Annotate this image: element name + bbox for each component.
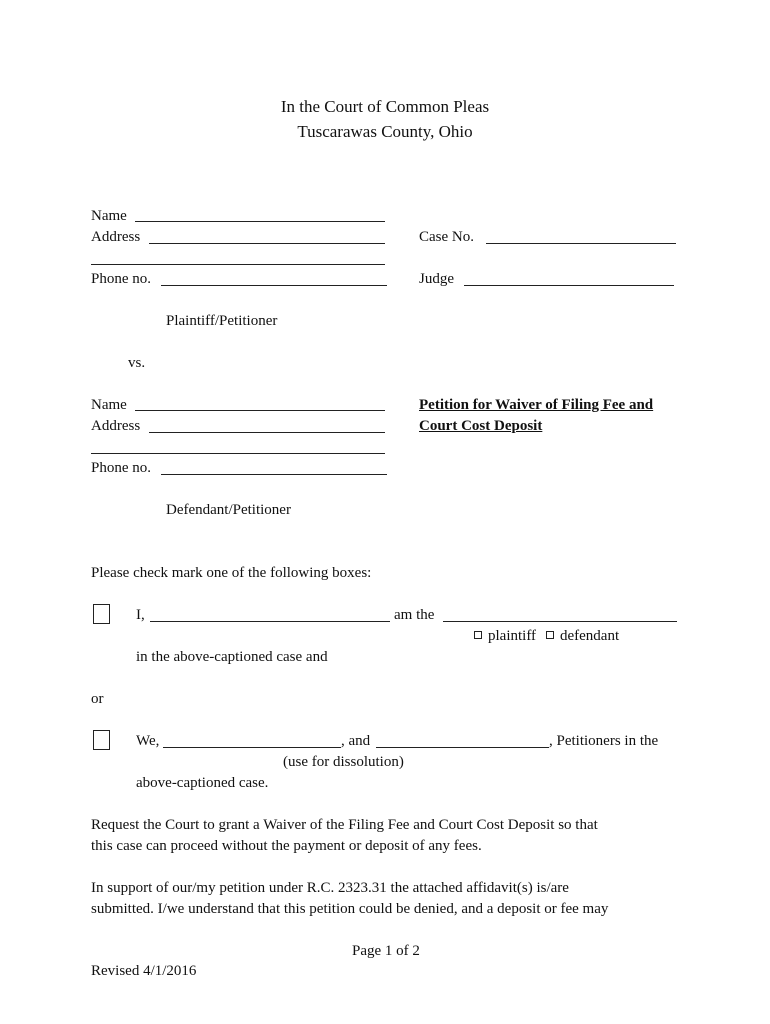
support-paragraph-line1: In support of our/my petition under R.C. 2323.31 the attached affidavit(s) is/are (91, 880, 569, 896)
defendant-role-label: Defendant/Petitioner (166, 502, 291, 518)
case-no-label: Case No. (419, 229, 474, 245)
plaintiff-name-label: Name (91, 208, 127, 224)
revised-date: Revised 4/1/2016 (91, 963, 197, 979)
option2-and-label: , and (341, 733, 371, 749)
versus-label: vs. (128, 355, 146, 371)
plaintiff-address-label: Address (91, 229, 141, 245)
option2-petitioners-label: , Petitioners in the (549, 733, 659, 749)
defendant-choice-label: defendant (560, 628, 620, 644)
option1-checkbox[interactable] (93, 604, 110, 624)
defendant-address-line2-field[interactable] (91, 453, 385, 454)
court-title: In the Court of Common Pleas (280, 97, 490, 116)
county-title: Tuscarawas County, Ohio (297, 122, 473, 141)
option2-checkbox[interactable] (93, 730, 110, 750)
judge-label: Judge (419, 271, 454, 287)
defendant-address-label: Address (91, 418, 141, 434)
petition-title-line1: Petition for Waiver of Filing Fee and (419, 397, 654, 413)
petition-title-line2: Court Cost Deposit (419, 418, 543, 434)
option2-name1-field[interactable] (163, 747, 341, 748)
defendant-checkbox[interactable] (546, 631, 554, 639)
request-paragraph-line1: Request the Court to grant a Waiver of the Filing Fee and Court Cost Deposit so that (91, 817, 598, 833)
option1-plaintiff-choice[interactable] (474, 627, 536, 645)
plaintiff-phone-field[interactable] (161, 285, 387, 286)
option1-caption: in the above-captioned case and (136, 649, 328, 665)
defendant-phone-label: Phone no. (91, 460, 151, 476)
option1-name-field[interactable] (150, 621, 390, 622)
plaintiff-name-field[interactable] (135, 221, 385, 222)
option1-i-label: I, (136, 607, 145, 623)
case-no-field[interactable] (486, 243, 676, 244)
defendant-address-field[interactable] (149, 432, 385, 433)
defendant-name-field[interactable] (135, 410, 385, 411)
option1-defendant-choice[interactable] (546, 627, 619, 645)
plaintiff-checkbox[interactable] (474, 631, 482, 639)
defendant-phone-field[interactable] (161, 474, 387, 475)
plaintiff-role-label: Plaintiff/Petitioner (166, 313, 278, 329)
judge-field[interactable] (464, 285, 674, 286)
plaintiff-address-line2-field[interactable] (91, 264, 385, 265)
option2-caption: above-captioned case. (136, 775, 269, 791)
option1-am-the-label: am the (394, 607, 435, 623)
page-number: Page 1 of 2 (352, 943, 420, 959)
support-paragraph-line2: submitted. I/we understand that this petition could be denied, and a deposit or fee may (91, 901, 609, 917)
option2-we-label: We, (136, 733, 160, 749)
request-paragraph-line2: this case can proceed without the payment or deposit of any fees. (91, 838, 482, 854)
option2-dissolution-note: (use for dissolution) (283, 754, 404, 770)
plaintiff-phone-label: Phone no. (91, 271, 151, 287)
instructions-text: Please check mark one of the following boxes: (91, 565, 372, 581)
option1-role-field[interactable] (443, 621, 677, 622)
or-label: or (91, 691, 104, 707)
defendant-name-label: Name (91, 397, 127, 413)
plaintiff-address-field[interactable] (149, 243, 385, 244)
option2-name2-field[interactable] (376, 747, 549, 748)
plaintiff-choice-label: plaintiff (488, 628, 537, 644)
